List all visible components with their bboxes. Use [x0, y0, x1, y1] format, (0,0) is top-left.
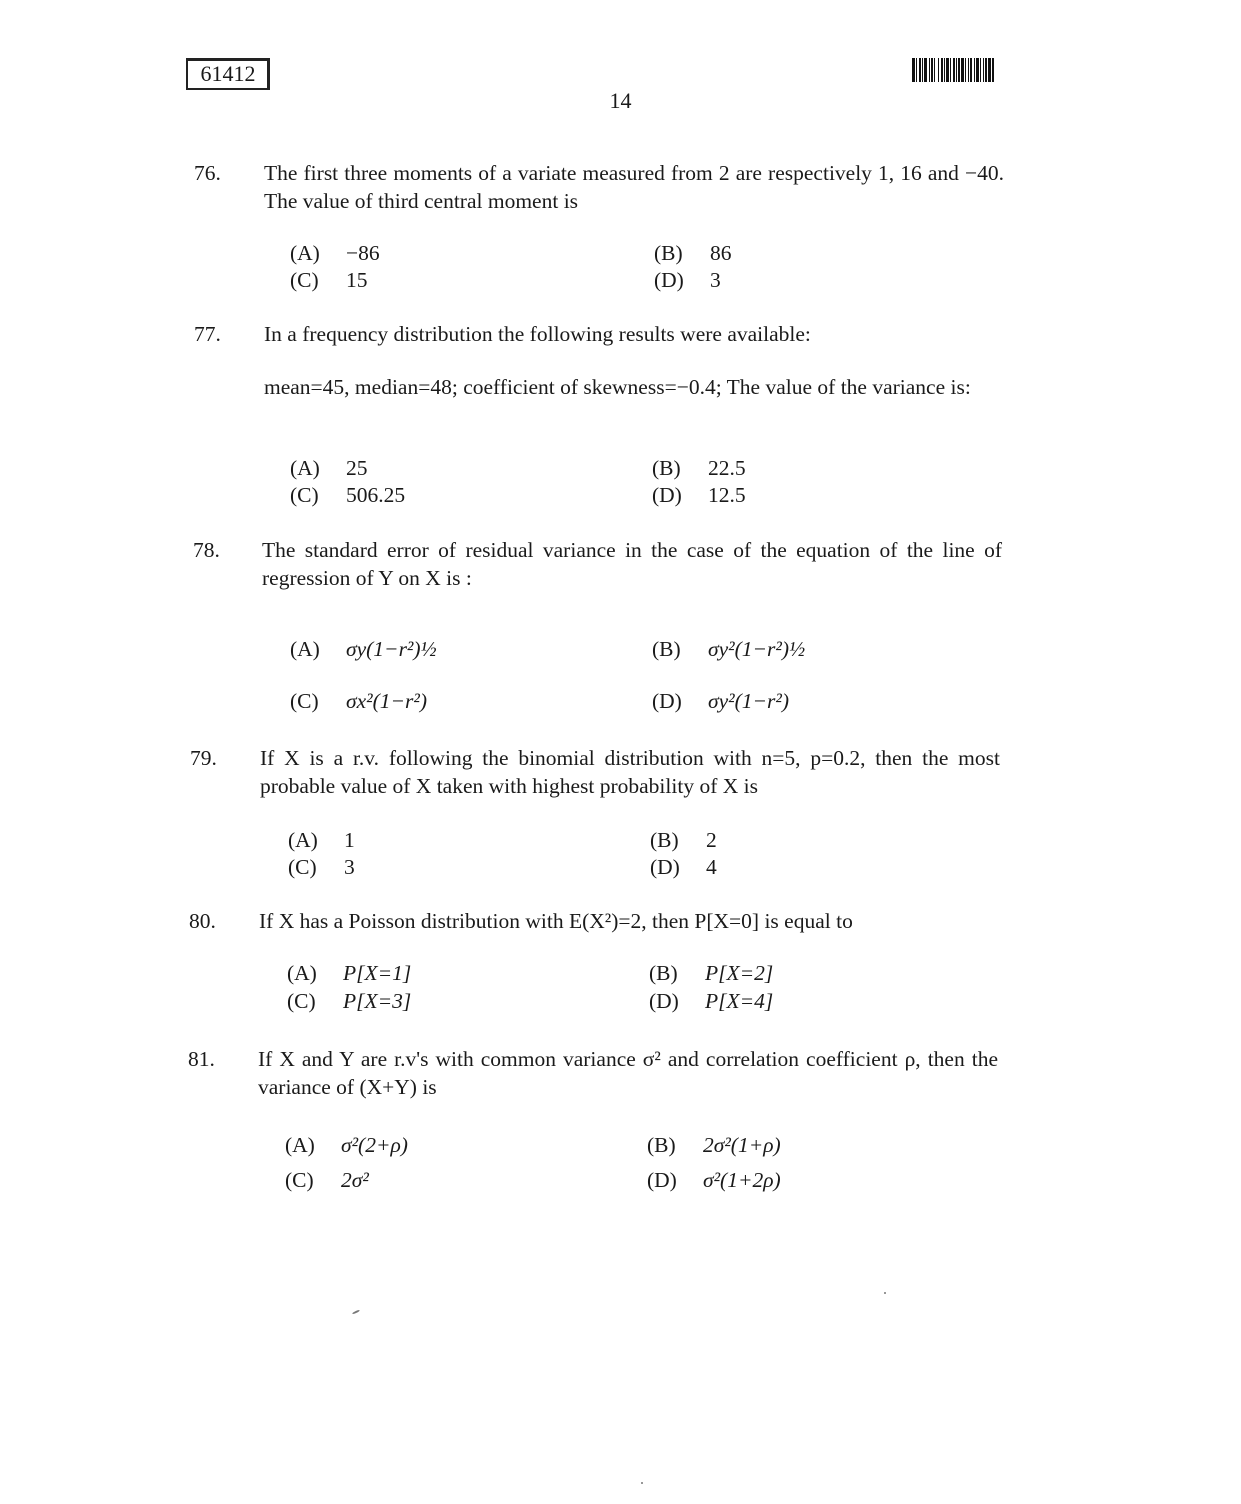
option-label: (A) [290, 637, 320, 661]
option-text: σ²(2+ρ) [341, 1133, 408, 1157]
question-number: 77. [194, 322, 221, 346]
option-text: P[X=4] [705, 989, 774, 1013]
option-81-c [285, 1167, 369, 1194]
option-76-d [654, 267, 721, 294]
option-label: (D) [654, 268, 684, 292]
option-81-b [647, 1132, 781, 1159]
option-80-c [287, 988, 411, 1015]
option-text: σy²(1−r²) [708, 689, 789, 713]
option-label: (B) [649, 961, 678, 985]
option-text: 506.25 [346, 483, 406, 507]
question-number: 79. [190, 746, 217, 770]
question-stem: The first three moments of a variate measured from 2 are respectively 1, 16 and −40. The value of third central moment is [264, 161, 1004, 213]
option-label: (A) [288, 828, 318, 852]
question-number: 78. [193, 538, 220, 562]
option-76-a [290, 240, 380, 267]
option-text: 2σ² [341, 1168, 369, 1192]
question-stem: If X is a r.v. following the binomial distribution with n=5, p=0.2, then the most probable value of X taken with highest probability of X is [260, 746, 1000, 798]
option-76-c [290, 267, 368, 294]
option-label: (D) [652, 483, 682, 507]
option-text: P[X=1] [343, 961, 412, 985]
option-81-d [647, 1167, 781, 1194]
option-label: (B) [647, 1133, 676, 1157]
option-label: (A) [290, 241, 320, 265]
option-label: (C) [290, 268, 319, 292]
option-text: 25 [346, 456, 368, 480]
option-label: (C) [288, 855, 317, 879]
option-label: (D) [649, 989, 679, 1013]
option-79-a [288, 827, 355, 854]
question-number: 76. [194, 161, 221, 185]
option-label: (A) [287, 961, 317, 985]
option-text: 15 [346, 268, 368, 292]
option-text: 12.5 [708, 483, 746, 507]
option-text: 1 [344, 828, 355, 852]
option-80-b [649, 960, 773, 987]
option-label: (D) [652, 689, 682, 713]
question-stem: If X and Y are r.v's with common variance σ² and correlation coefficient ρ, then the variance of (X+Y) is [258, 1047, 998, 1099]
question-stem: The standard error of residual variance in the case of the equation of the line of regression of Y on X is : [262, 538, 1002, 590]
option-76-b [654, 240, 732, 267]
option-label: (B) [652, 637, 681, 661]
option-label: (B) [652, 456, 681, 480]
question-number: 81. [188, 1047, 215, 1071]
option-text: σx²(1−r²) [346, 689, 427, 713]
option-78-a [290, 636, 437, 663]
option-text: P[X=2] [705, 961, 774, 985]
question-stem: In a frequency distribution the following results were available: [264, 322, 811, 346]
option-label: (C) [285, 1168, 314, 1192]
option-77-d [652, 482, 746, 509]
barcode [912, 58, 1068, 82]
option-label: (C) [287, 989, 316, 1013]
barcode-bar [992, 58, 994, 82]
option-text: σ²(1+2ρ) [703, 1168, 781, 1192]
option-label: (D) [647, 1168, 677, 1192]
option-78-d [652, 688, 789, 715]
option-80-d [649, 988, 773, 1015]
option-label: (C) [290, 689, 319, 713]
option-text: −86 [346, 241, 380, 265]
option-78-c [290, 688, 427, 715]
option-79-d [650, 854, 717, 881]
option-label: (A) [285, 1133, 315, 1157]
option-text: 86 [710, 241, 732, 265]
option-label: (B) [650, 828, 679, 852]
question-stem: If X has a Poisson distribution with E(X²)=2, then P[X=0] is equal to [259, 909, 853, 933]
option-77-b [652, 455, 746, 482]
option-label: (B) [654, 241, 683, 265]
option-label: (D) [650, 855, 680, 879]
option-label: (A) [290, 456, 320, 480]
option-78-b [652, 636, 805, 663]
option-text: σy²(1−r²)½ [708, 637, 806, 661]
option-80-a [287, 960, 411, 987]
option-81-a [285, 1132, 408, 1159]
option-text: 2σ²(1+ρ) [703, 1133, 781, 1157]
option-text: 4 [706, 855, 717, 879]
option-text: 3 [710, 268, 721, 292]
option-text: P[X=3] [343, 989, 412, 1013]
option-text: 2 [706, 828, 717, 852]
option-79-c [288, 854, 355, 881]
page-number: 14 [609, 88, 632, 113]
question-stem-continued: mean=45, median=48; coefficient of skewness=−0.4; The value of the variance is: [264, 375, 971, 399]
question-number: 80. [189, 909, 216, 933]
option-label: (C) [290, 483, 319, 507]
paper-code-box: 61412 [186, 58, 270, 90]
option-79-b [650, 827, 717, 854]
option-text: σy(1−r²)½ [346, 637, 437, 661]
scan-speck [884, 1292, 886, 1294]
scan-speck [352, 1309, 360, 1314]
option-text: 3 [344, 855, 355, 879]
option-77-c [290, 482, 405, 509]
option-77-a [290, 455, 368, 482]
option-text: 22.5 [708, 456, 746, 480]
scan-speck [641, 1482, 643, 1484]
